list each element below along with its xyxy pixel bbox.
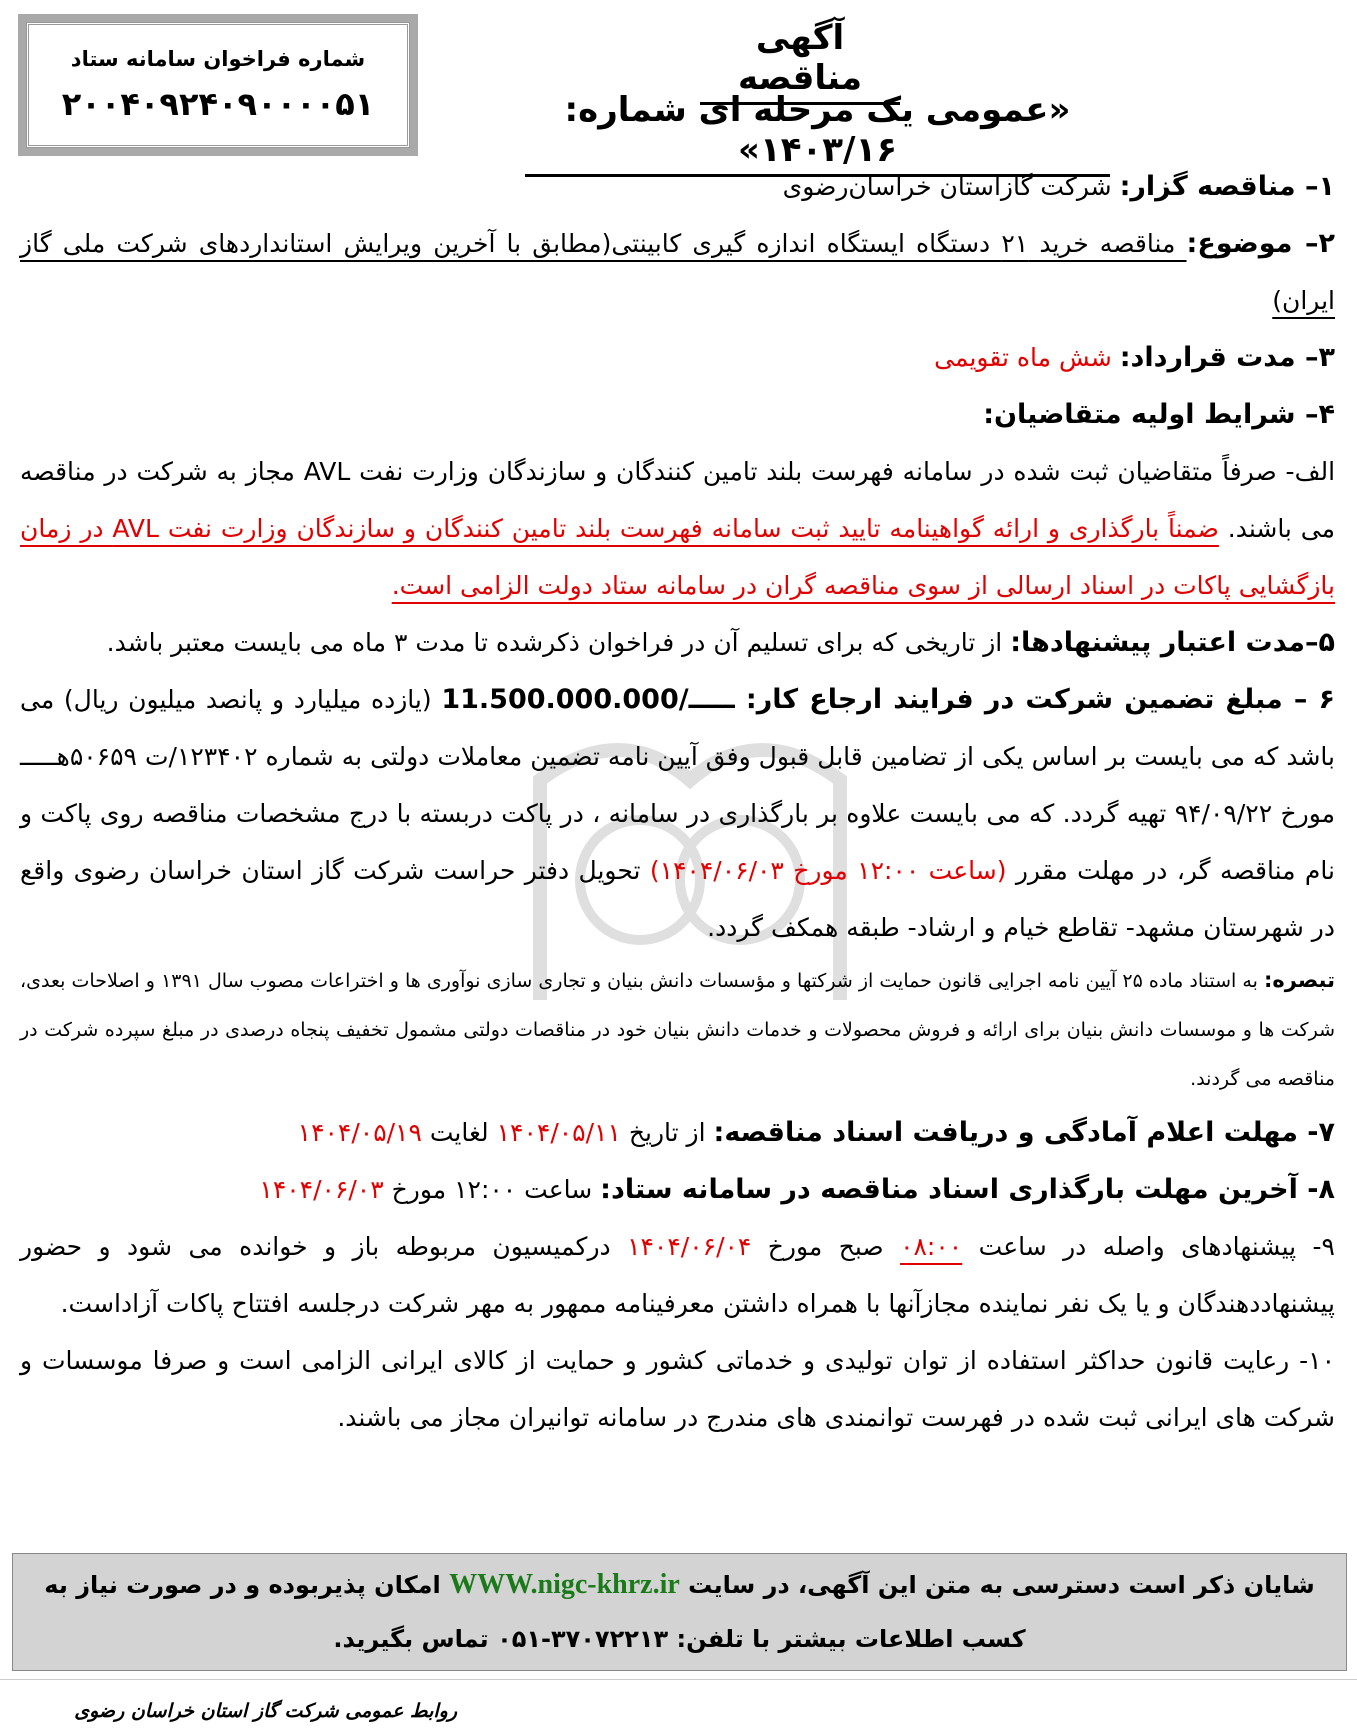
item-5: ۵–مدت اعتبار پیشنهادها: از تاریخی که برای تسلیم آن در فراخوان ذکرشده تا مدت ۳ ماه می بایست معتبر باشد. <box>106 627 1335 658</box>
phone-number: ۳۷۰۷۲۲۱۳-۰۵۱ <box>497 1625 669 1653</box>
divider <box>0 1679 1357 1680</box>
website-link[interactable]: WWW.nigc-khrz.ir <box>449 1569 680 1600</box>
notice-body <box>20 158 1335 1446</box>
item-3: ۳– مدت قرارداد: شش ماه تقویمی <box>934 342 1335 373</box>
tender-id-label: شماره فراخوان سامانه ستاد <box>70 47 366 71</box>
page-subtitle: «عمومی یک مرحله ای شماره: ۱۴۰۳/۱۶» <box>525 90 1110 177</box>
item-1: ۱– مناقصه گزار: شرکت گازاستان خراسان‌رضوی <box>782 171 1335 202</box>
tender-id-number: ۲۰۰۴۰۹۲۴۰۹۰۰۰۰۵۱ <box>61 85 375 123</box>
footer-signature: روابط عمومی شرکت گاز استان خراسان رضوی <box>74 1700 457 1722</box>
info-box: شایان ذکر است دسترسی به متن این آگهی، در سایت WWW.nigc-khrz.ir امکان پذیربوده و در صورت نیاز به کسب اطلاعات بیشتر با تلفن: ۳۷۰۷۲۲۱۳-۰۵۱ تماس بگیرید. <box>12 1553 1347 1671</box>
note: تبصره: به استناد ماده ۲۵ آیین نامه اجرایی قانون حمایت از شرکتها و مؤسسات دانش بنیان و تجاری سازی نوآوری ها و اختراعات مصوب سال ۱۳۹۱ و اصلاحات بعدی، شرکت ها و موسسات دانش بنیان برای ارائه و فروش محصولات و خدمات دانش بنیان خود در مناقصات دولتی مشمول تخفیف پنجاه درصدی در مبلغ سپرده شرکت در مناقصه می گردند. <box>20 968 1336 1090</box>
tender-id-box <box>18 14 418 156</box>
item-8: ۸- آخرین مهلت بارگذاری اسناد مناقصه در سامانه ستاد: ساعت ۱۲:۰۰ مورخ ۱۴۰۴/۰۶/۰۳ <box>259 1174 1335 1205</box>
page-title: آگهی مناقصه <box>700 18 900 105</box>
item-4: ۴– شرایط اولیه متقاضیان: <box>983 399 1335 430</box>
item-9: ۹- پیشنهادهای واصله در ساعت ۰۸:۰۰ صبح مورخ ۱۴۰۴/۰۶/۰۴ درکمیسیون مربوطه باز و خوانده می شود و حضور پیشنهاددهندگان و یا یک نفر نماینده مجازآنها با همراه داشتن معرفینامه ممهور به مهر شرکت درجلسه افتتاح پاکات آزاداست. <box>20 1232 1335 1318</box>
item-7: ۷- مهلت اعلام آمادگی و دریافت اسناد مناقصه: از تاریخ ۱۴۰۴/۰۵/۱۱ لغایت ۱۴۰۴/۰۵/۱۹ <box>297 1117 1335 1148</box>
item-6: ۶ – مبلغ تضمین شرکت در فرایند ارجاع کار: ـــــ/11.500.000.000 (یازده میلیارد و پانصد میلیون ریال) می باشد که می بایست بر اساس یکی از تضامین قابل قبول وفق آیین نامه تضمین معاملات دولتی به شماره ۱۲۳۴۰۲/ت ۵۰۶۵۹هـــــ مورخ ۹۴/۰۹/۲۲ تهیه گردد. که می بایست علاوه بر بارگذاری در سامانه ، در پاکت دربسته با درج مشخصات مناقصه روی پاکت و نام مناقصه گر، در مهلت مقرر (ساعت ۱۲:۰۰ مورخ ۱۴۰۴/۰۶/۰۳) تحویل دفتر حراست شرکت گاز استان خراسان رضوی واقع در شهرستان مشهد- تقاطع خیام و ارشاد- طبقه همکف گردد. <box>20 684 1336 942</box>
item-2: ۲– موضوع: مناقصه خرید ۲۱ دستگاه ایستگاه اندازه گیری کابینتی(مطابق با آخرین ویرایش استانداردهای شرکت ملی گاز ایران) <box>20 228 1335 315</box>
item-10: ۱۰- رعایت قانون حداکثر استفاده از توان تولیدی و خدماتی کشور و حمایت از کالای ایرانی الزامی است و صرفا موسسات و شرکت های ایرانی ثبت شده در فهرست توانمندی های مندرج در سامانه توانیران مجاز می باشند. <box>20 1346 1335 1432</box>
item-4a: الف- صرفاً متقاضیان ثبت شده در سامانه فهرست بلند تامین کنندگان و سازندگان وزارت نفت AVL مجاز به شرکت در مناقصه می باشند. ضمناً بارگذاری و ارائه گواهینامه تایید ثبت سامانه فهرست بلند تامین کنندگان و سازندگان وزارت نفت AVL در زمان بازگشایی پاکات در اسناد ارسالی از سوی مناقصه گران در سامانه ستاد دولت الزامی است. <box>20 457 1336 600</box>
